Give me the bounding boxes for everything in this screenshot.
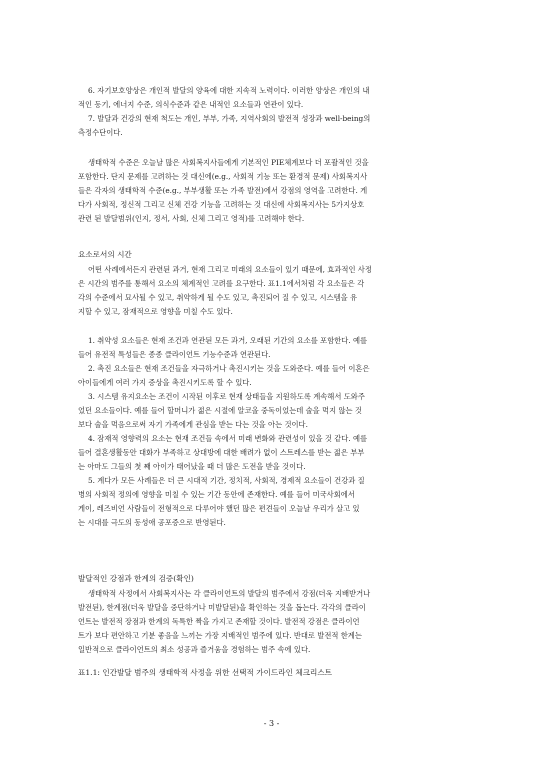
list-item-line: 아이들에게 여러 가지 증상을 촉진시키도록 할 수 있다. <box>78 378 252 387</box>
section-heading-time: 요소로서의 시간 <box>78 250 132 259</box>
list-item-line: 게이, 레즈비언 사람들이 전형적으로 다루어야 했던 많은 편견들이 오늘날 우리가 살고 있 <box>78 504 360 513</box>
text-line: 어떤 사례에서든지 관련된 과거, 현재 그리고 미래의 요소들이 있기 때문에, 효과적인 사정 <box>88 265 372 274</box>
paragraph-time-factors <box>78 263 468 319</box>
table-caption: 표1.1: 인간발달 범주의 생태학적 사정을 위한 선택적 가이드라인 체크리스트 <box>78 668 333 677</box>
list-item-line: 는 아마도 그들의 첫 째 아이가 태어났을 때 더 많은 도전을 받을 것이다. <box>78 462 306 471</box>
text-line: 각의 수준에서 묘사될 수 있고, 취약하게 될 수도 있고, 촉진되어 질 수 있고, 시스템을 유 <box>78 293 358 302</box>
list-item-line: 들어 유전적 특성들은 종종 클라이언트 기능수준과 연관된다. <box>78 350 271 359</box>
text-line: 측정수단이다. <box>78 128 123 137</box>
text-line: 적인 동기, 에너지 수준, 의식수준과 같은 내적인 요소들과 연관이 있다. <box>78 100 304 109</box>
list-item-line: 2. 촉진 요소들은 현재 조건들을 자극하거나 촉진시키는 것을 도와준다. 예를 들어 이혼은 <box>88 364 370 373</box>
paragraph-strengths-limits <box>78 587 468 657</box>
text-line: 트가 보다 편안하고 기분 좋음을 느끼는 가장 지배적인 범주에 있다. 반대로 발전적 한계는 <box>78 631 362 640</box>
text-line: 들은 각자의 생태학적 수준(e.g., 부부생활 또는 가족 발전)에서 강점의 영역을 고려한다. 게 <box>78 186 368 195</box>
text-line: 7. 발달과 건강의 현재 척도는 개인, 부부, 가족, 지역사회의 발전적 성장과 well-being의 <box>88 114 371 123</box>
text-line: 생태학적 사정에서 사회복지사는 각 클라이언트의 발달의 범주에서 강점(더욱 지배받거나 <box>88 589 371 598</box>
text-line: 지할 수 있고, 잠재적으로 영향을 미칠 수도 있다. <box>78 307 233 316</box>
list-item-line: 1. 취약성 요소들은 현재 조건과 연관된 모든 과거, 오래된 기간의 요소를 포함한다. 예를 <box>88 336 368 345</box>
text-line: 은 시간의 범주를 통해서 요소의 체계적인 고려를 요구한다. 표1.1에서처럼 각 요소들은 각 <box>78 279 365 288</box>
text-line: 관련 된 발달범위(인지, 정서, 사회, 신체 그리고 영적)를 고려해야 한다. <box>78 214 305 223</box>
page-number: - 3 - <box>263 719 280 728</box>
list-item-line: 3. 시스템 유지요소는 조건이 시작된 이후로 현재 상태들을 지원하도록 계속해서 도와주 <box>88 392 365 401</box>
list-item-line: 었던 요소들이다. 예를 들어 할머니가 젊은 시절에 알코올 중독이었는데 술을 먹지 않는 것 <box>78 406 362 415</box>
list-item-line: 는 시대를 극도의 동성애 공포증으로 반영된다. <box>78 518 226 527</box>
text-line: 다가 사회적, 정신적 그리고 신체 건강 기능을 고려하는 것 대신에 사회복지사는 5가지상호 <box>78 200 365 209</box>
text-line: 6. 자기보호양상은 개인적 발달의 양육에 대한 지속적 노력이다. 이러한 양상은 개인의 내 <box>88 86 370 95</box>
paragraph-self-care-and-health <box>78 84 468 140</box>
text-line: 발전된), 한계점(더욱 발달을 중단하거나 미발달된)을 확인하는 것을 돕는다. 각각의 클라이 <box>78 603 366 612</box>
text-line: 포함한다. 단지 문제를 고려하는 것 대신에(e.g., 사회적 기능 또는 환경적 문제) 사회복지사 <box>78 172 368 181</box>
list-item-line: 병의 사회적 정의에 영향을 미칠 수 있는 기간 동안에 존재한다. 예를 들어 미국사회에서 <box>78 490 355 499</box>
list-item-line: 5. 계다가 모든 사례들은 더 큰 시대적 기간, 정치적, 사회적, 경제적 요소들이 건강과 질 <box>88 476 365 485</box>
text-line: 생태학적 수준은 오늘날 많은 사회복지사들에게 기본적인 PIE체계보다 더 포괄적인 것을 <box>88 158 369 167</box>
numbered-list-factors <box>78 334 468 530</box>
list-item-line: 들어 결혼생활동안 대화가 부족하고 상대방에 대한 배려가 없이 스트레스를 받는 젊은 부부 <box>78 448 365 457</box>
paragraph-ecological-level <box>78 156 468 226</box>
section-heading-strengths-limits: 발달적인 강점과 한계의 검증(확인) <box>78 574 194 583</box>
text-line: 언트는 발전적 장점과 한계의 독특한 짝을 가지고 존재할 것이다. 발전적 강점은 클라이언 <box>78 617 360 626</box>
list-item-line: 보다 술을 먹음으로써 자기 가족에게 관심을 받는 다는 것을 아는 것이다. <box>78 420 308 429</box>
text-line: 일반적으로 클라이언트의 최소 성공과 즐거움을 경험하는 범주 속에 있다. <box>78 645 311 654</box>
list-item-line: 4. 잠재적 영향력의 요소는 현재 조건들 속에서 미래 변화와 관련성이 있을 것 같다. 예를 <box>88 434 368 443</box>
